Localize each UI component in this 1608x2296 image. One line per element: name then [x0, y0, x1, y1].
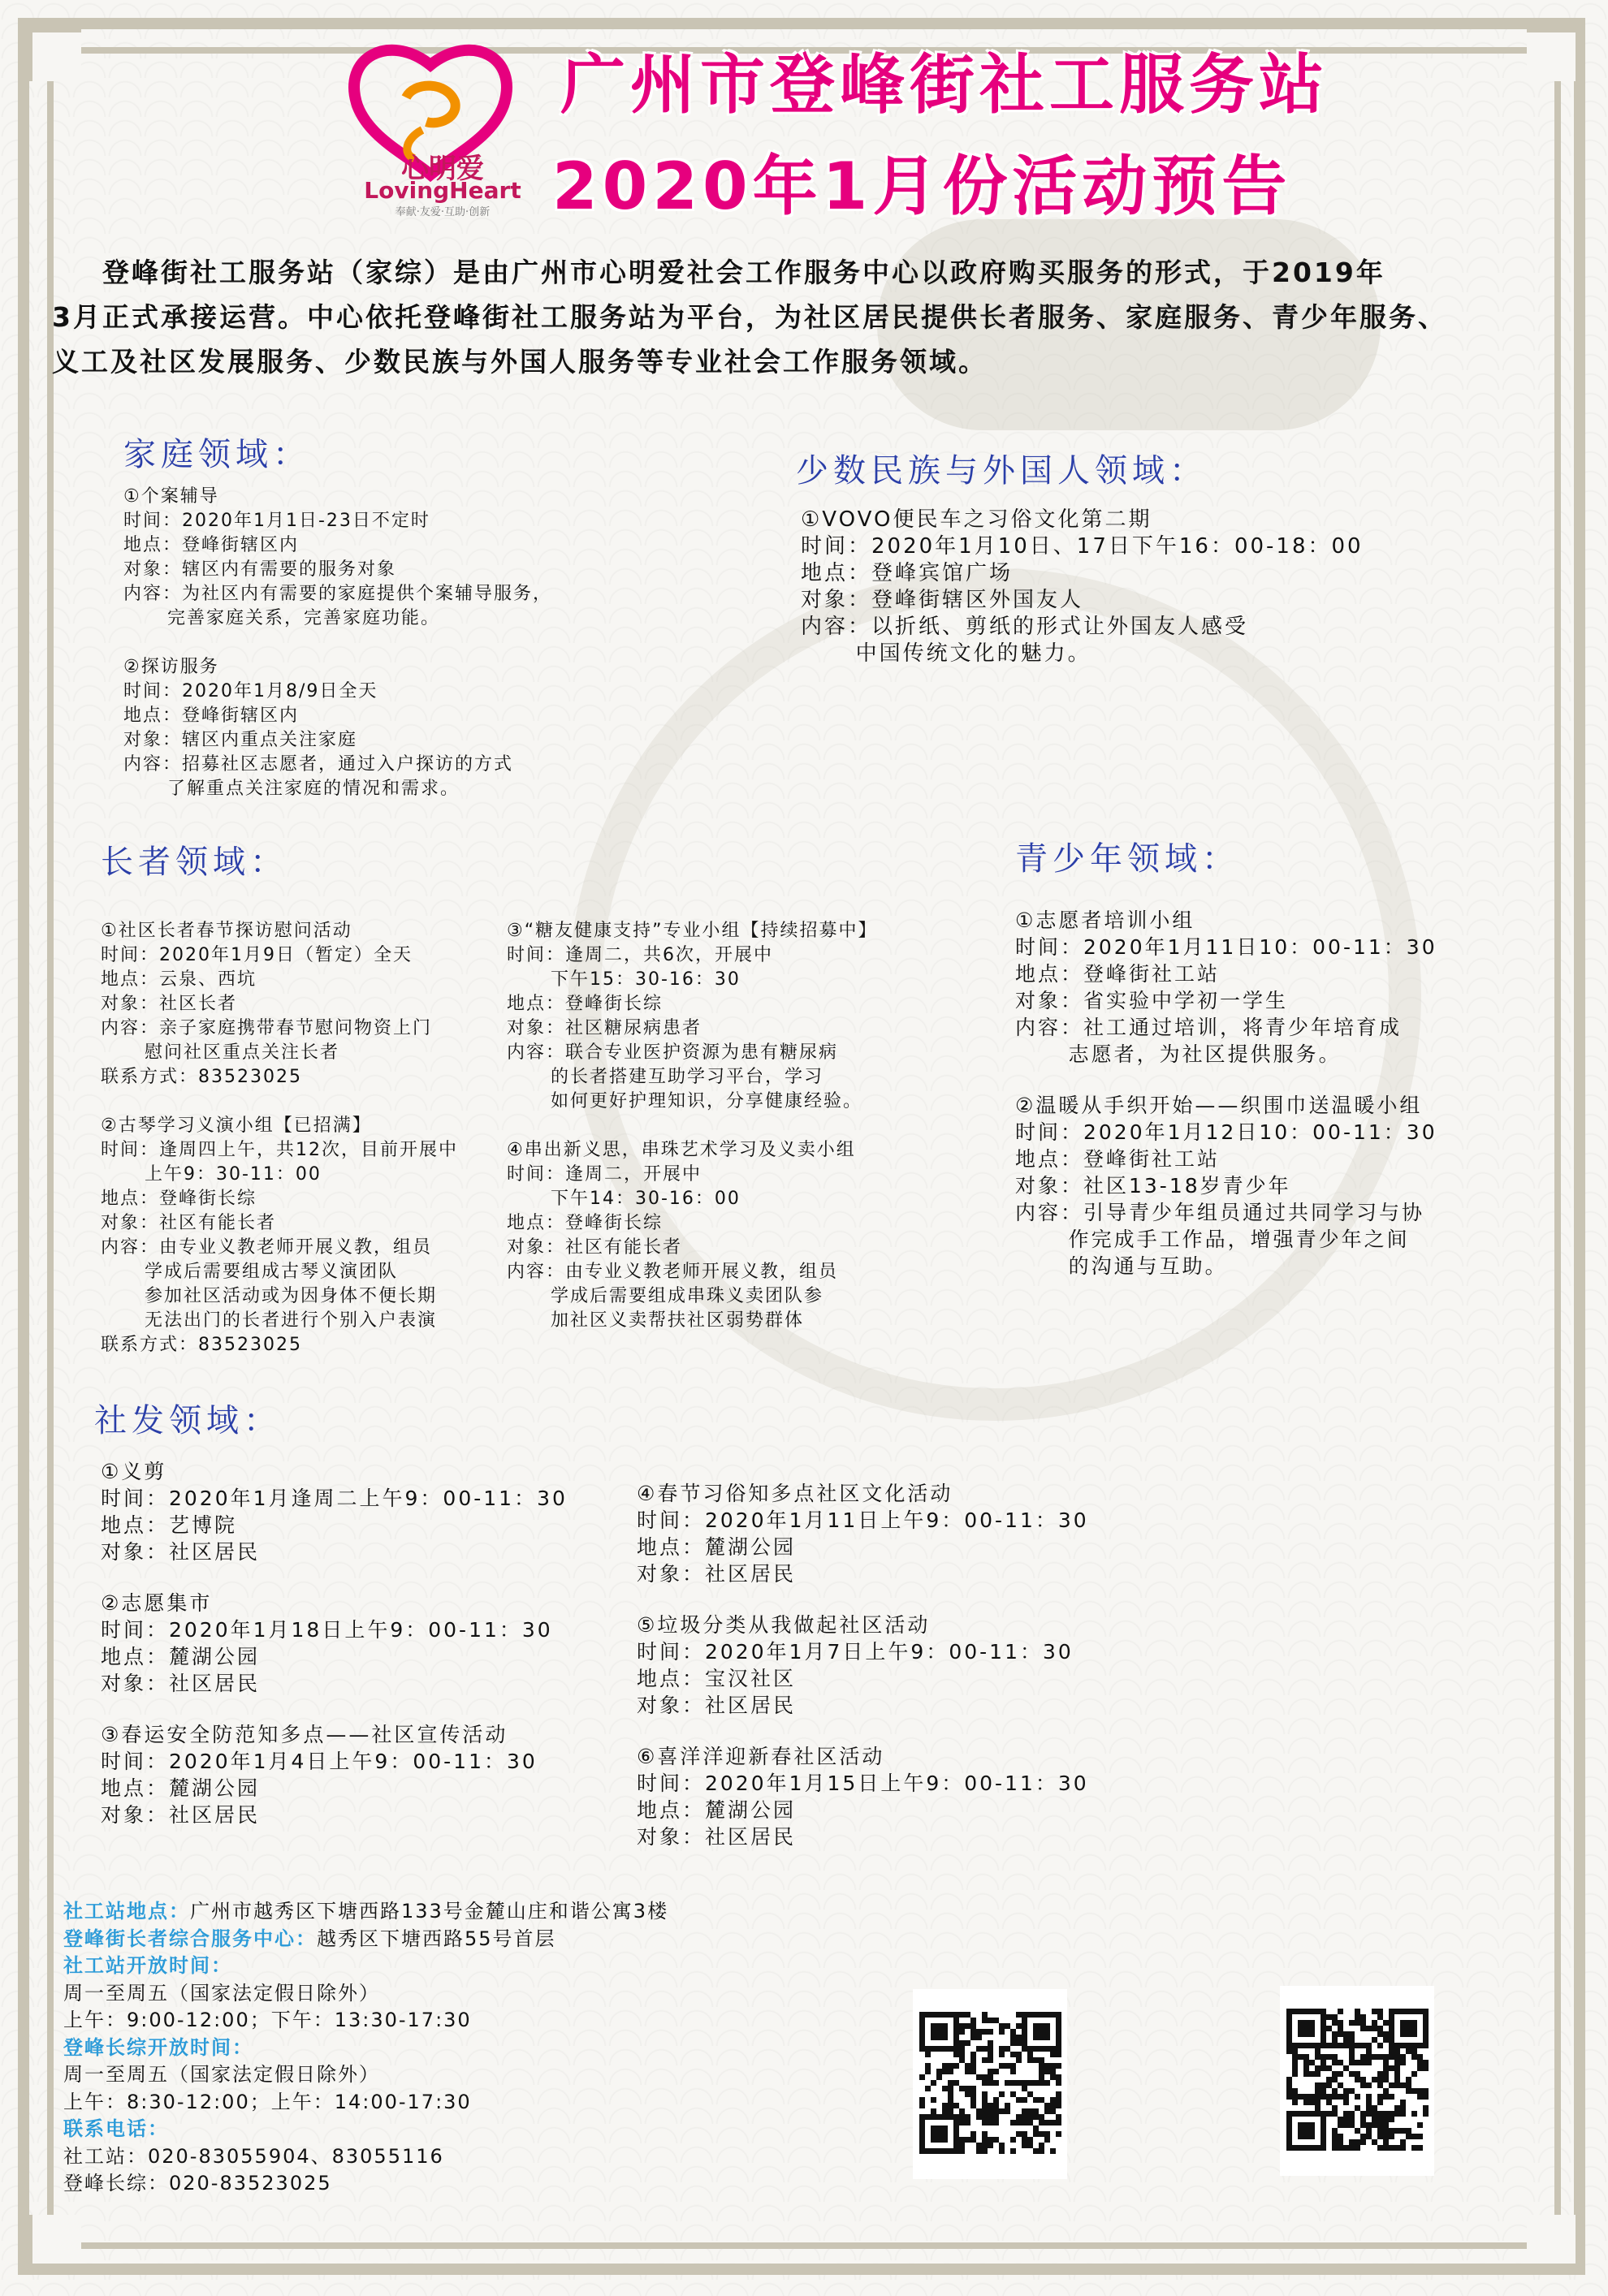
activity-title: ②志愿集市: [101, 1591, 213, 1615]
activity-title: ②探访服务: [123, 657, 219, 677]
activity-detail: 地点：麓湖公园: [637, 1798, 797, 1822]
station-address: 广州市越秀区下塘西路133号金麓山庄和谐公寓3楼: [190, 1900, 669, 1923]
minority-heading: 少数民族与外国人领域：: [796, 452, 1207, 490]
logo-subname: LovingHeart: [364, 177, 521, 204]
activity-title: ④串出新义思，串珠艺术学习及义卖小组: [507, 1140, 856, 1160]
activity-title: ②古琴学习义演小组【已招满】: [101, 1116, 372, 1136]
activity-detail: 地点：登峰街辖区内: [123, 535, 300, 555]
qr-code-icon[interactable]: [913, 1989, 1067, 2179]
logo-name: 心明爱: [401, 153, 484, 185]
activity-detail: 志愿者，为社区提供服务。: [1015, 1042, 1342, 1066]
station-hours-days: 周一至周五（国家法定假日除外）: [63, 1981, 380, 2005]
logo-tagline: 奉献·友爱·互助·创新: [395, 206, 491, 218]
activity-detail: 地点：艺博院: [101, 1513, 238, 1537]
activity-detail: 学成后需要组成串珠义卖团队参: [507, 1286, 823, 1306]
station-hours-times: 上午：9:00-12:00；下午：13:30-17:30: [63, 2009, 472, 2031]
activity-detail: 地点：麓湖公园: [637, 1535, 797, 1559]
activity-detail: 时间：2020年1月18日上午9：00-11：30: [101, 1618, 553, 1642]
activity-detail: 时间：2020年1月1日-23日不定时: [123, 511, 430, 531]
activity-detail: 时间：2020年1月逢周二上午9：00-11：30: [101, 1487, 568, 1510]
elder-center-address: 越秀区下塘西路55号首层: [317, 1927, 556, 1950]
activity-title: ②温暖从手织开始——织围巾送温暖小组: [1015, 1094, 1423, 1117]
activity-item: [801, 507, 1483, 667]
activity-title: ④春节习俗知多点社区文化活动: [637, 1482, 953, 1505]
activity-item: [1015, 907, 1535, 1068]
activity-detail: 对象：辖区内有需要的服务对象: [123, 559, 397, 580]
elder-column-left: [101, 919, 507, 1382]
activity-detail: 地点：登峰街辖区内: [123, 706, 300, 726]
activity-detail: 地点：宝汉社区: [637, 1667, 797, 1690]
activity-title: ③春运安全防范知多点——社区宣传活动: [101, 1723, 508, 1746]
intro-line: 义工及社区发展服务、少数民族与外国人服务等专业社会工作服务领域。: [52, 346, 988, 378]
phone-elder: 登峰长综：020-83523025: [63, 2172, 332, 2195]
youth-section: [1015, 907, 1535, 1304]
activity-detail: 内容：联合专业医护资源为患有糖尿病: [507, 1042, 839, 1063]
activity-detail: 内容：为社区内有需要的家庭提供个案辅导服务，: [123, 584, 553, 604]
contact-footer: [63, 1898, 924, 2198]
activity-detail: 对象：社区居民: [101, 1540, 261, 1564]
activity-detail: 对象：社区居民: [101, 1803, 261, 1827]
activity-detail: 内容：以折纸、剪纸的形式让外国友人感受: [801, 615, 1249, 639]
activity-detail: 地点：登峰街长综: [507, 1213, 664, 1233]
activity-item: [101, 1458, 620, 1565]
activity-detail: 参加社区活动或为因身体不便长期: [101, 1286, 437, 1306]
activity-item: [637, 1480, 1189, 1587]
activity-detail: 对象：社区居民: [637, 1562, 797, 1586]
activity-detail: 地点：云泉、西坑: [101, 969, 257, 990]
station-address-label: 社工站地点：: [63, 1900, 190, 1923]
activity-title: ①个案辅导: [123, 486, 219, 507]
elder-hours-times: 上午：8:30-12:00；上午：14:00-17:30: [63, 2090, 472, 2113]
activity-detail: 时间：2020年1月11日10：00-11：30: [1015, 935, 1437, 959]
activity-detail: 作完成手工作品，增强青少年之间: [1015, 1228, 1410, 1251]
activity-detail: 地点：麓湖公园: [101, 1776, 261, 1800]
activity-detail: 内容：亲子家庭携带春节慰问物资上门: [101, 1018, 433, 1038]
activity-detail: 慰问社区重点关注长者: [101, 1042, 339, 1063]
activity-detail: 内容：由专业义教老师开展义教，组员: [507, 1262, 839, 1282]
activity-detail: 时间：逢周四上午，共12次，目前开展中: [101, 1140, 458, 1160]
activity-detail: 时间：逢周二，共6次，开展中: [507, 945, 773, 965]
family-heading: 家庭领域：: [123, 436, 310, 473]
activity-item: [507, 919, 978, 1114]
phone-station: 社工站：020-83055904、83055116: [63, 2144, 444, 2168]
activity-title: ⑤垃圾分类从我做起社区活动: [637, 1613, 931, 1637]
activity-detail: 时间：逢周二，开展中: [507, 1164, 702, 1185]
intro-paragraph: [52, 250, 1595, 384]
activity-detail: 地点：登峰街长综: [101, 1189, 257, 1209]
minority-section: [801, 507, 1483, 692]
activity-item: [507, 1138, 978, 1333]
activity-detail: 上午9：30-11：00: [101, 1164, 322, 1185]
activity-title: ③“糖友健康支持”专业小组【持续招募中】: [507, 921, 878, 941]
elder-hours-label: 登峰长综开放时间：: [63, 2035, 253, 2059]
community-heading: 社发领域：: [94, 1402, 281, 1439]
activity-detail: 完善家庭关系，完善家庭功能。: [123, 608, 440, 628]
frame-corner: [24, 24, 81, 81]
page-title: 广州市登峰街社工服务站: [560, 47, 1329, 123]
activity-item: [101, 1114, 507, 1357]
activity-detail: 地点：登峰街社工站: [1015, 962, 1221, 986]
activity-detail: 的沟通与互助。: [1015, 1254, 1228, 1278]
activity-detail: 时间：2020年1月11日上午9：00-11：30: [637, 1508, 1089, 1532]
phone-label: 联系电话：: [63, 2117, 169, 2140]
activity-item: [637, 1612, 1189, 1719]
activity-item: [101, 1590, 620, 1697]
frame-corner: [1527, 24, 1584, 81]
activity-detail: 时间：2020年1月8/9日全天: [123, 681, 378, 701]
activity-detail: 对象：社区有能长者: [507, 1237, 683, 1258]
activity-detail: 了解重点关注家庭的情况和需求。: [123, 779, 460, 799]
activity-detail: 内容：社工通过培训，将青少年培育成: [1015, 1016, 1403, 1039]
activity-item: [123, 485, 627, 631]
activity-detail: 地点：登峰街长综: [507, 994, 664, 1014]
activity-detail: 下午14：30-16：00: [507, 1189, 741, 1209]
community-column-left: [101, 1458, 620, 1853]
activity-detail: 内容：由专业义教老师开展义教，组员: [101, 1237, 433, 1258]
activity-title: ①社区长者春节探访慰问活动: [101, 921, 352, 941]
elder-center-label: 登峰街长者综合服务中心：: [63, 1927, 317, 1950]
activity-detail: 联系方式：83523025: [101, 1067, 302, 1087]
activity-detail: 时间：2020年1月7日上午9：00-11：30: [637, 1640, 1074, 1664]
activity-detail: 时间：2020年1月15日上午9：00-11：30: [637, 1772, 1089, 1795]
elder-column-right: [507, 919, 978, 1357]
activity-detail: 地点：登峰街社工站: [1015, 1147, 1221, 1171]
activity-detail: 对象：社区13-18岁青少年: [1015, 1174, 1291, 1198]
activity-detail: 如何更好护理知识，分享健康经验。: [507, 1091, 862, 1111]
activity-detail: 对象：登峰街辖区外国友人: [801, 588, 1084, 612]
intro-line: 登峰街社工服务站（家综）是由广州市心明爱社会工作服务中心以政府购买服务的形式，于2019年: [102, 257, 1385, 288]
activity-detail: 对象：社区糖尿病患者: [507, 1018, 702, 1038]
activity-item: [1015, 1092, 1535, 1280]
activity-detail: 的长者搭建互助学习平台，学习: [507, 1067, 823, 1087]
family-section: [123, 485, 627, 826]
activity-detail: 下午15：30-16：30: [507, 969, 741, 990]
activity-title: ①义剪: [101, 1460, 167, 1483]
activity-title: ⑥喜洋洋迎新春社区活动: [637, 1745, 885, 1768]
activity-detail: 联系方式：83523025: [101, 1335, 302, 1355]
activity-item: [637, 1743, 1189, 1850]
frame-corner: [1527, 2215, 1584, 2272]
activity-detail: 时间：2020年1月4日上午9：00-11：30: [101, 1750, 538, 1773]
activity-detail: 对象：社区有能长者: [101, 1213, 277, 1233]
activity-detail: 时间：2020年1月9日（暂定）全天: [101, 945, 413, 965]
activity-detail: 内容：招募社区志愿者，通过入户探访的方式: [123, 754, 514, 775]
activity-detail: 内容：引导青少年组员通过共同学习与协: [1015, 1201, 1425, 1224]
station-hours-label: 社工站开放时间：: [63, 1954, 232, 1977]
youth-heading: 青少年领域：: [1015, 840, 1239, 878]
activity-item: [101, 1721, 620, 1828]
page-subtitle: 2020年1月份活动预告: [552, 149, 1292, 224]
activity-title: ①VOVO便民车之习俗文化第二期: [801, 507, 1152, 532]
activity-detail: 地点：登峰宾馆广场: [801, 561, 1014, 585]
activity-detail: 时间：2020年1月10日、17日下午16：00-18：00: [801, 534, 1364, 559]
intro-line: 3月正式承接运营。中心依托登峰街社工服务站为平台，为社区居民提供长者服务、家庭服务、青少年服务、: [52, 301, 1447, 333]
activity-detail: 地点：麓湖公园: [101, 1645, 261, 1668]
frame-corner: [24, 2215, 81, 2272]
activity-detail: 对象：社区居民: [101, 1672, 261, 1695]
activity-detail: 时间：2020年1月12日10：00-11：30: [1015, 1120, 1437, 1144]
activity-detail: 对象：辖区内重点关注家庭: [123, 730, 358, 750]
elder-hours-days: 周一至周五（国家法定假日除外）: [63, 2063, 380, 2086]
activity-item: [123, 655, 627, 801]
activity-title: ①志愿者培训小组: [1015, 908, 1195, 932]
activity-detail: 无法出门的长者进行个别入户表演: [101, 1310, 437, 1331]
qr-code-icon[interactable]: [1280, 1986, 1434, 2176]
activity-detail: 加社区义卖帮扶社区弱势群体: [507, 1310, 804, 1331]
elder-heading: 长者领域：: [101, 844, 287, 881]
activity-item: [101, 919, 507, 1090]
activity-detail: 对象：社区长者: [101, 994, 238, 1014]
activity-detail: 学成后需要组成古琴义演团队: [101, 1262, 398, 1282]
activity-detail: 对象：省实验中学初一学生: [1015, 989, 1289, 1012]
activity-detail: 中国传统文化的魅力。: [801, 641, 1091, 666]
community-column-right: [637, 1480, 1189, 1875]
activity-detail: 对象：社区居民: [637, 1825, 797, 1849]
activity-detail: 对象：社区居民: [637, 1694, 797, 1717]
